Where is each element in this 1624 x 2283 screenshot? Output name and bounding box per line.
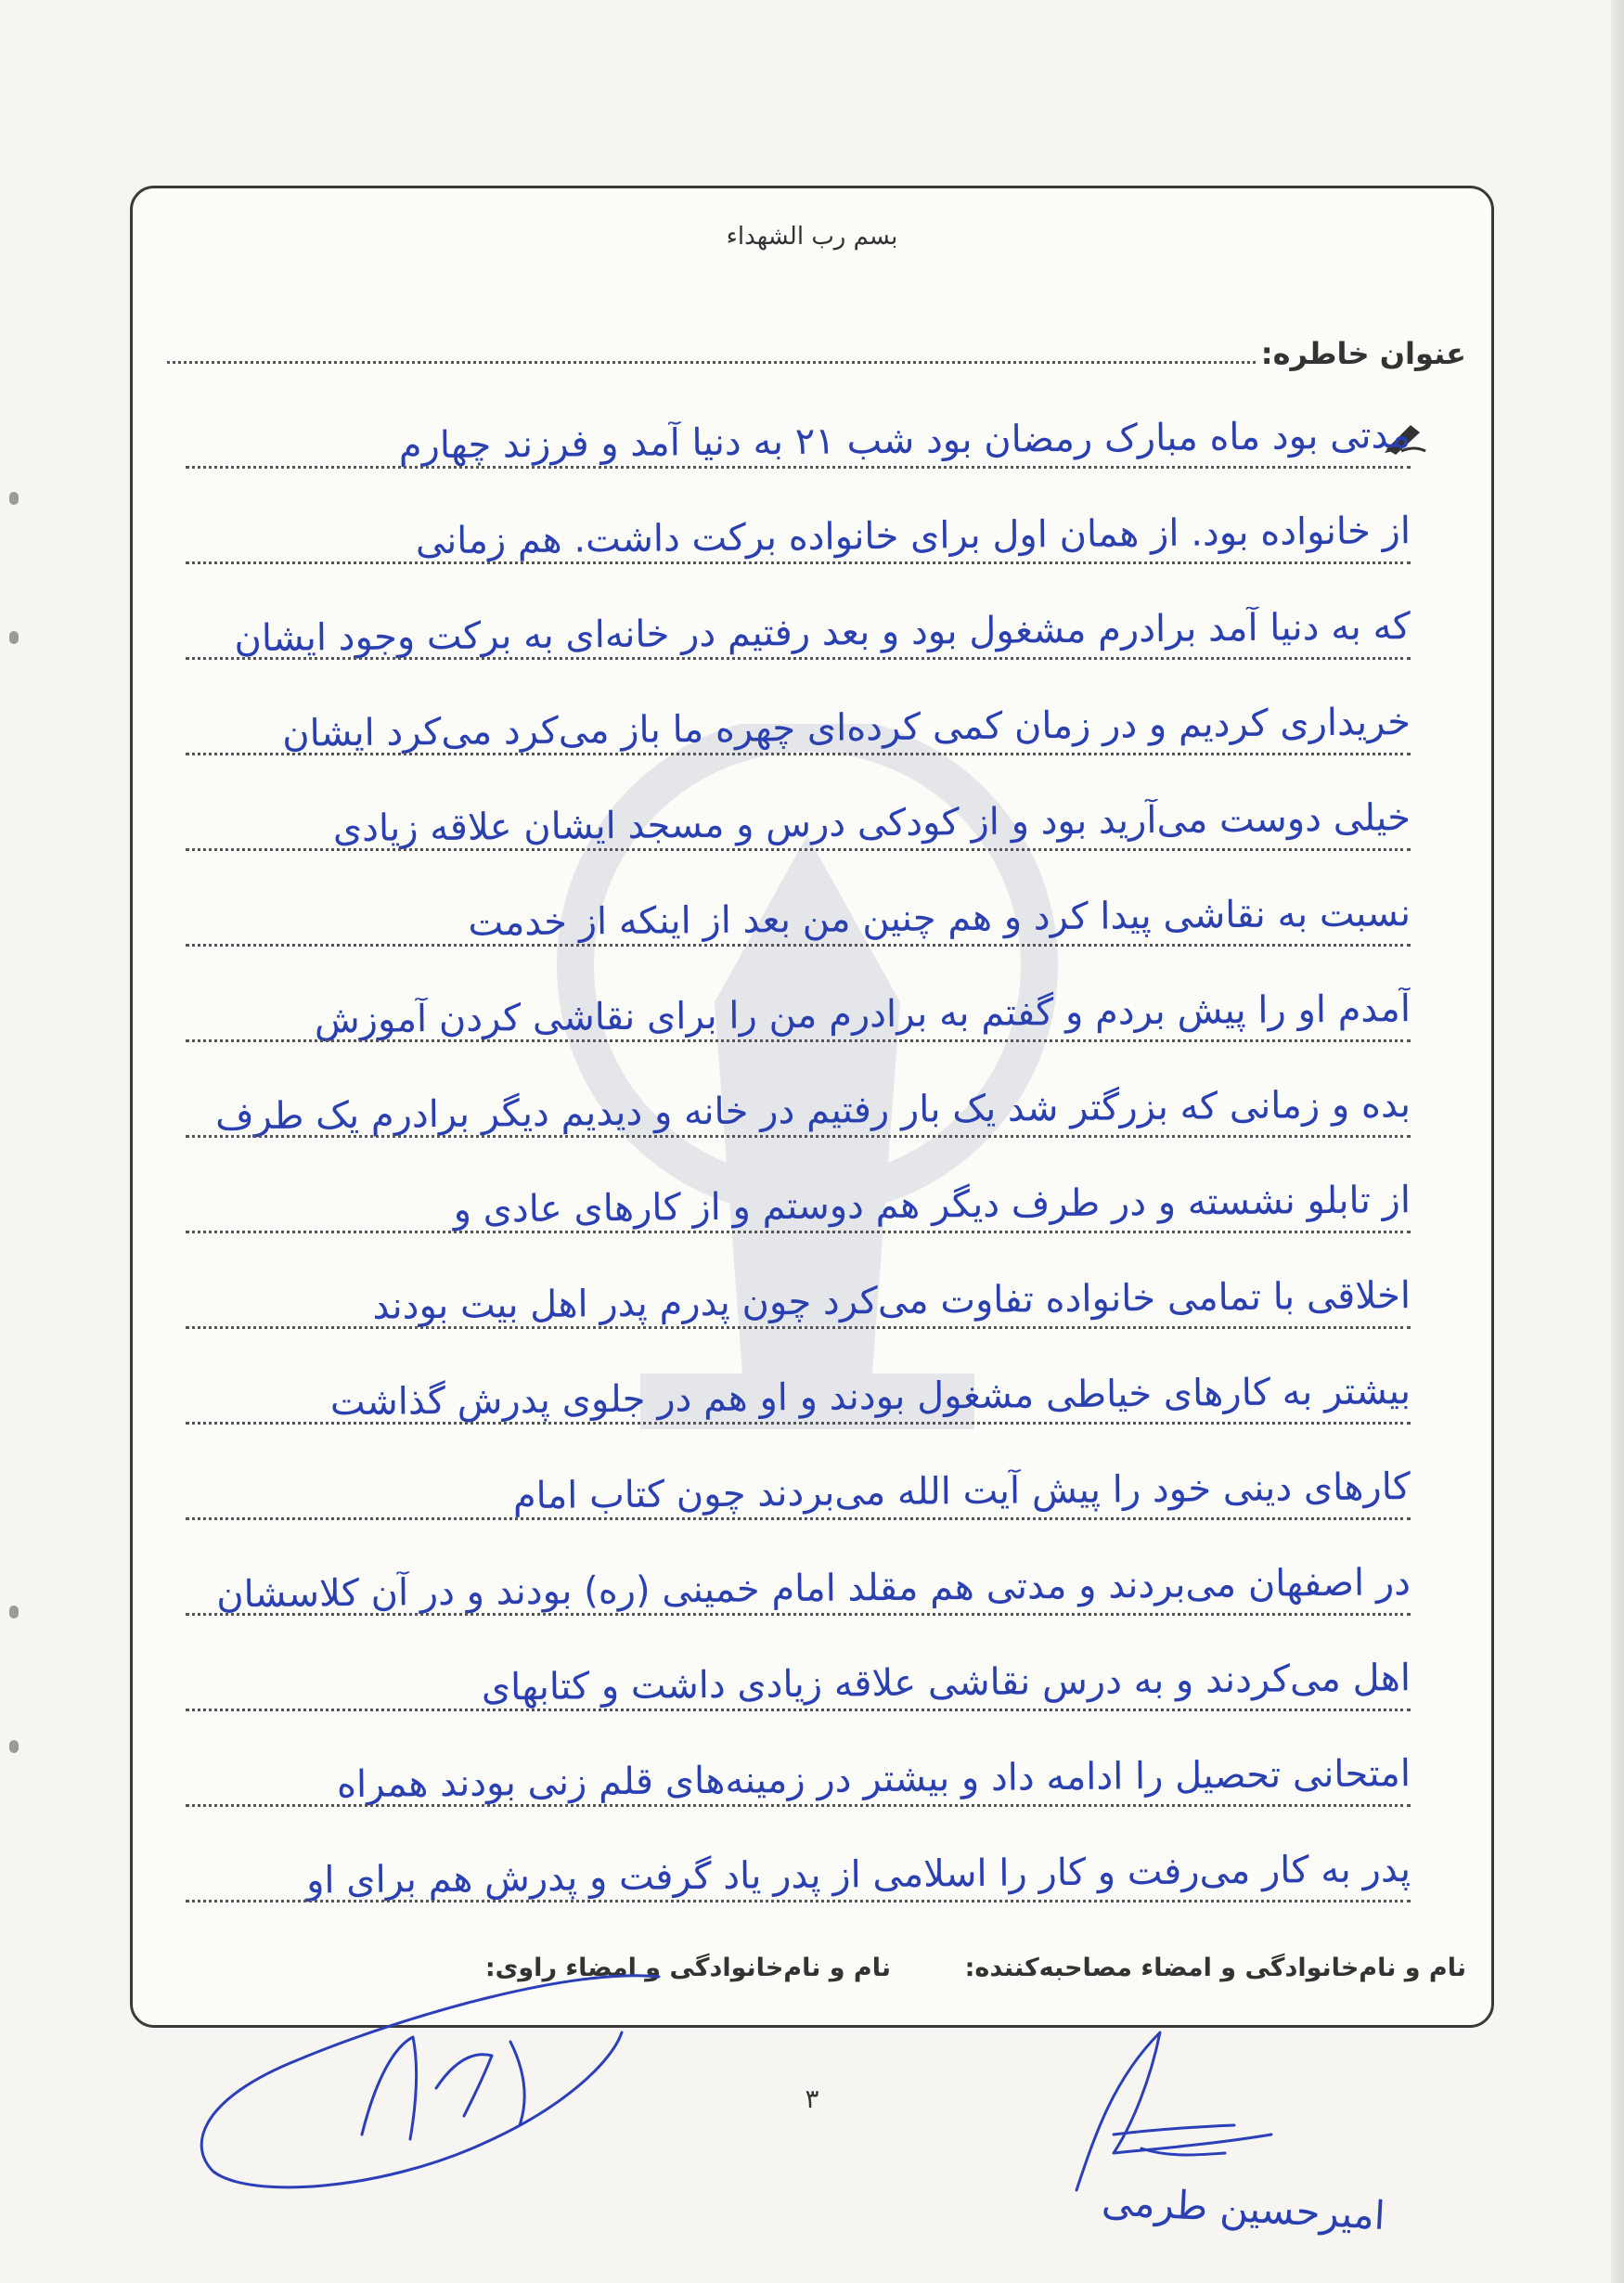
text-line: [167, 1059, 1466, 1154]
basmala-header: بسم رب الشهداء: [726, 223, 898, 251]
binder-hole: [9, 1740, 19, 1753]
memory-title-label: عنوان خاطره:: [1260, 336, 1466, 371]
handwritten-text: خیلی دوست می‌آرید بود و از کودکی درس و مسجد ایشان علاقه زیادی: [332, 796, 1411, 851]
text-line: [167, 1728, 1466, 1824]
page-edge: [1611, 0, 1624, 2283]
text-line: [167, 868, 1466, 963]
handwritten-text: از تابلو نشسته و در طرف دیگر هم دوستم و از کارهای عادی و: [453, 1179, 1411, 1232]
text-line: [167, 1537, 1466, 1632]
handwritten-text: که به دنیا آمد برادرم مشغول بود و بعد رفتیم در خانه‌ای به برکت وجود ایشان: [234, 605, 1411, 661]
handwritten-text: بده و زمانی که بزرگتر شد یک بار رفتیم در خانه و دیدیم دیگر برادرم یک طرف: [214, 1083, 1411, 1139]
text-line: [167, 581, 1466, 677]
handwritten-text: امتحانی تحصیل را ادامه داد و بیشتر در زمینه‌های قلم زنی بودند همراه: [336, 1752, 1411, 1807]
text-line: [167, 963, 1466, 1059]
handwritten-text: خریداری کردیم و در زمان کمی کرده‌ای چهره ما باز می‌کرد می‌کرد ایشان: [281, 701, 1411, 755]
binder-hole: [9, 1606, 19, 1619]
interviewer-name: امیرحسین طرمی: [1101, 2178, 1386, 2238]
handwritten-text: مدتی بود ماه مبارک رمضان بود شب ۲۱ به دنیا آمد و فرزند چهارم: [398, 414, 1411, 468]
narrator-signature-label: نام و نام‌خانوادگی و امضاء راوی:: [484, 1954, 891, 1982]
text-line: [167, 1154, 1466, 1250]
narrator-signature: [176, 1958, 696, 2199]
text-line: [167, 1441, 1466, 1537]
text-line: [167, 677, 1466, 772]
interviewer-signature-label: نام و نام‌خانوادگی و امضاء مصاحبه‌کننده:: [964, 1954, 1466, 1982]
handwritten-text: آمدم او را پیش بردم و گفتم به برادرم من را برای نقاشی کردن آموزش: [314, 987, 1411, 1042]
text-line: [167, 485, 1466, 581]
text-line: [167, 772, 1466, 868]
handwritten-text: بیشتر به کارهای خیاطی مشغول بودند و او هم در جلوی پدرش گذاشت: [329, 1370, 1411, 1425]
handwritten-text: اهل می‌کردند و به درس نقاشی علاقه زیادی داشت و کتابهای: [481, 1657, 1411, 1709]
handwritten-text: پدر به کار می‌رفت و کار را اسلامی از پدر یاد گرفت و پدرش هم برای او: [305, 1848, 1411, 1902]
handwritten-text: اخلاقی با تمامی خانواده تفاوت می‌کرد چون پدرم پدر اهل بیت بودند: [372, 1274, 1411, 1328]
text-line: [167, 1250, 1466, 1346]
text-line: [167, 1632, 1466, 1728]
handwritten-text: از خانواده بود. از همان اول برای خانواده برکت داشت. هم زمانی: [415, 509, 1411, 563]
handwritten-lines: [167, 390, 1466, 1919]
binder-hole: [9, 631, 19, 644]
handwritten-text: کارهای دینی خود را پیش آیت الله می‌بردند چون کتاب امام: [512, 1465, 1411, 1518]
text-line: [167, 390, 1466, 485]
text-line: [167, 1824, 1466, 1919]
memory-title-row: [167, 325, 1466, 371]
binder-hole: [9, 492, 19, 505]
memory-title-field[interactable]: [167, 361, 1256, 364]
handwritten-text: نسبت به نقاشی پیدا کرد و هم چنین من بعد از اینکه از خدمت: [468, 892, 1411, 945]
text-line: [167, 1346, 1466, 1441]
handwritten-text: در اصفهان می‌بردند و مدتی هم مقلد امام خمینی (ره) بودند و در آن کلاسشان: [215, 1561, 1411, 1617]
page-number: ۳: [805, 2083, 819, 2114]
